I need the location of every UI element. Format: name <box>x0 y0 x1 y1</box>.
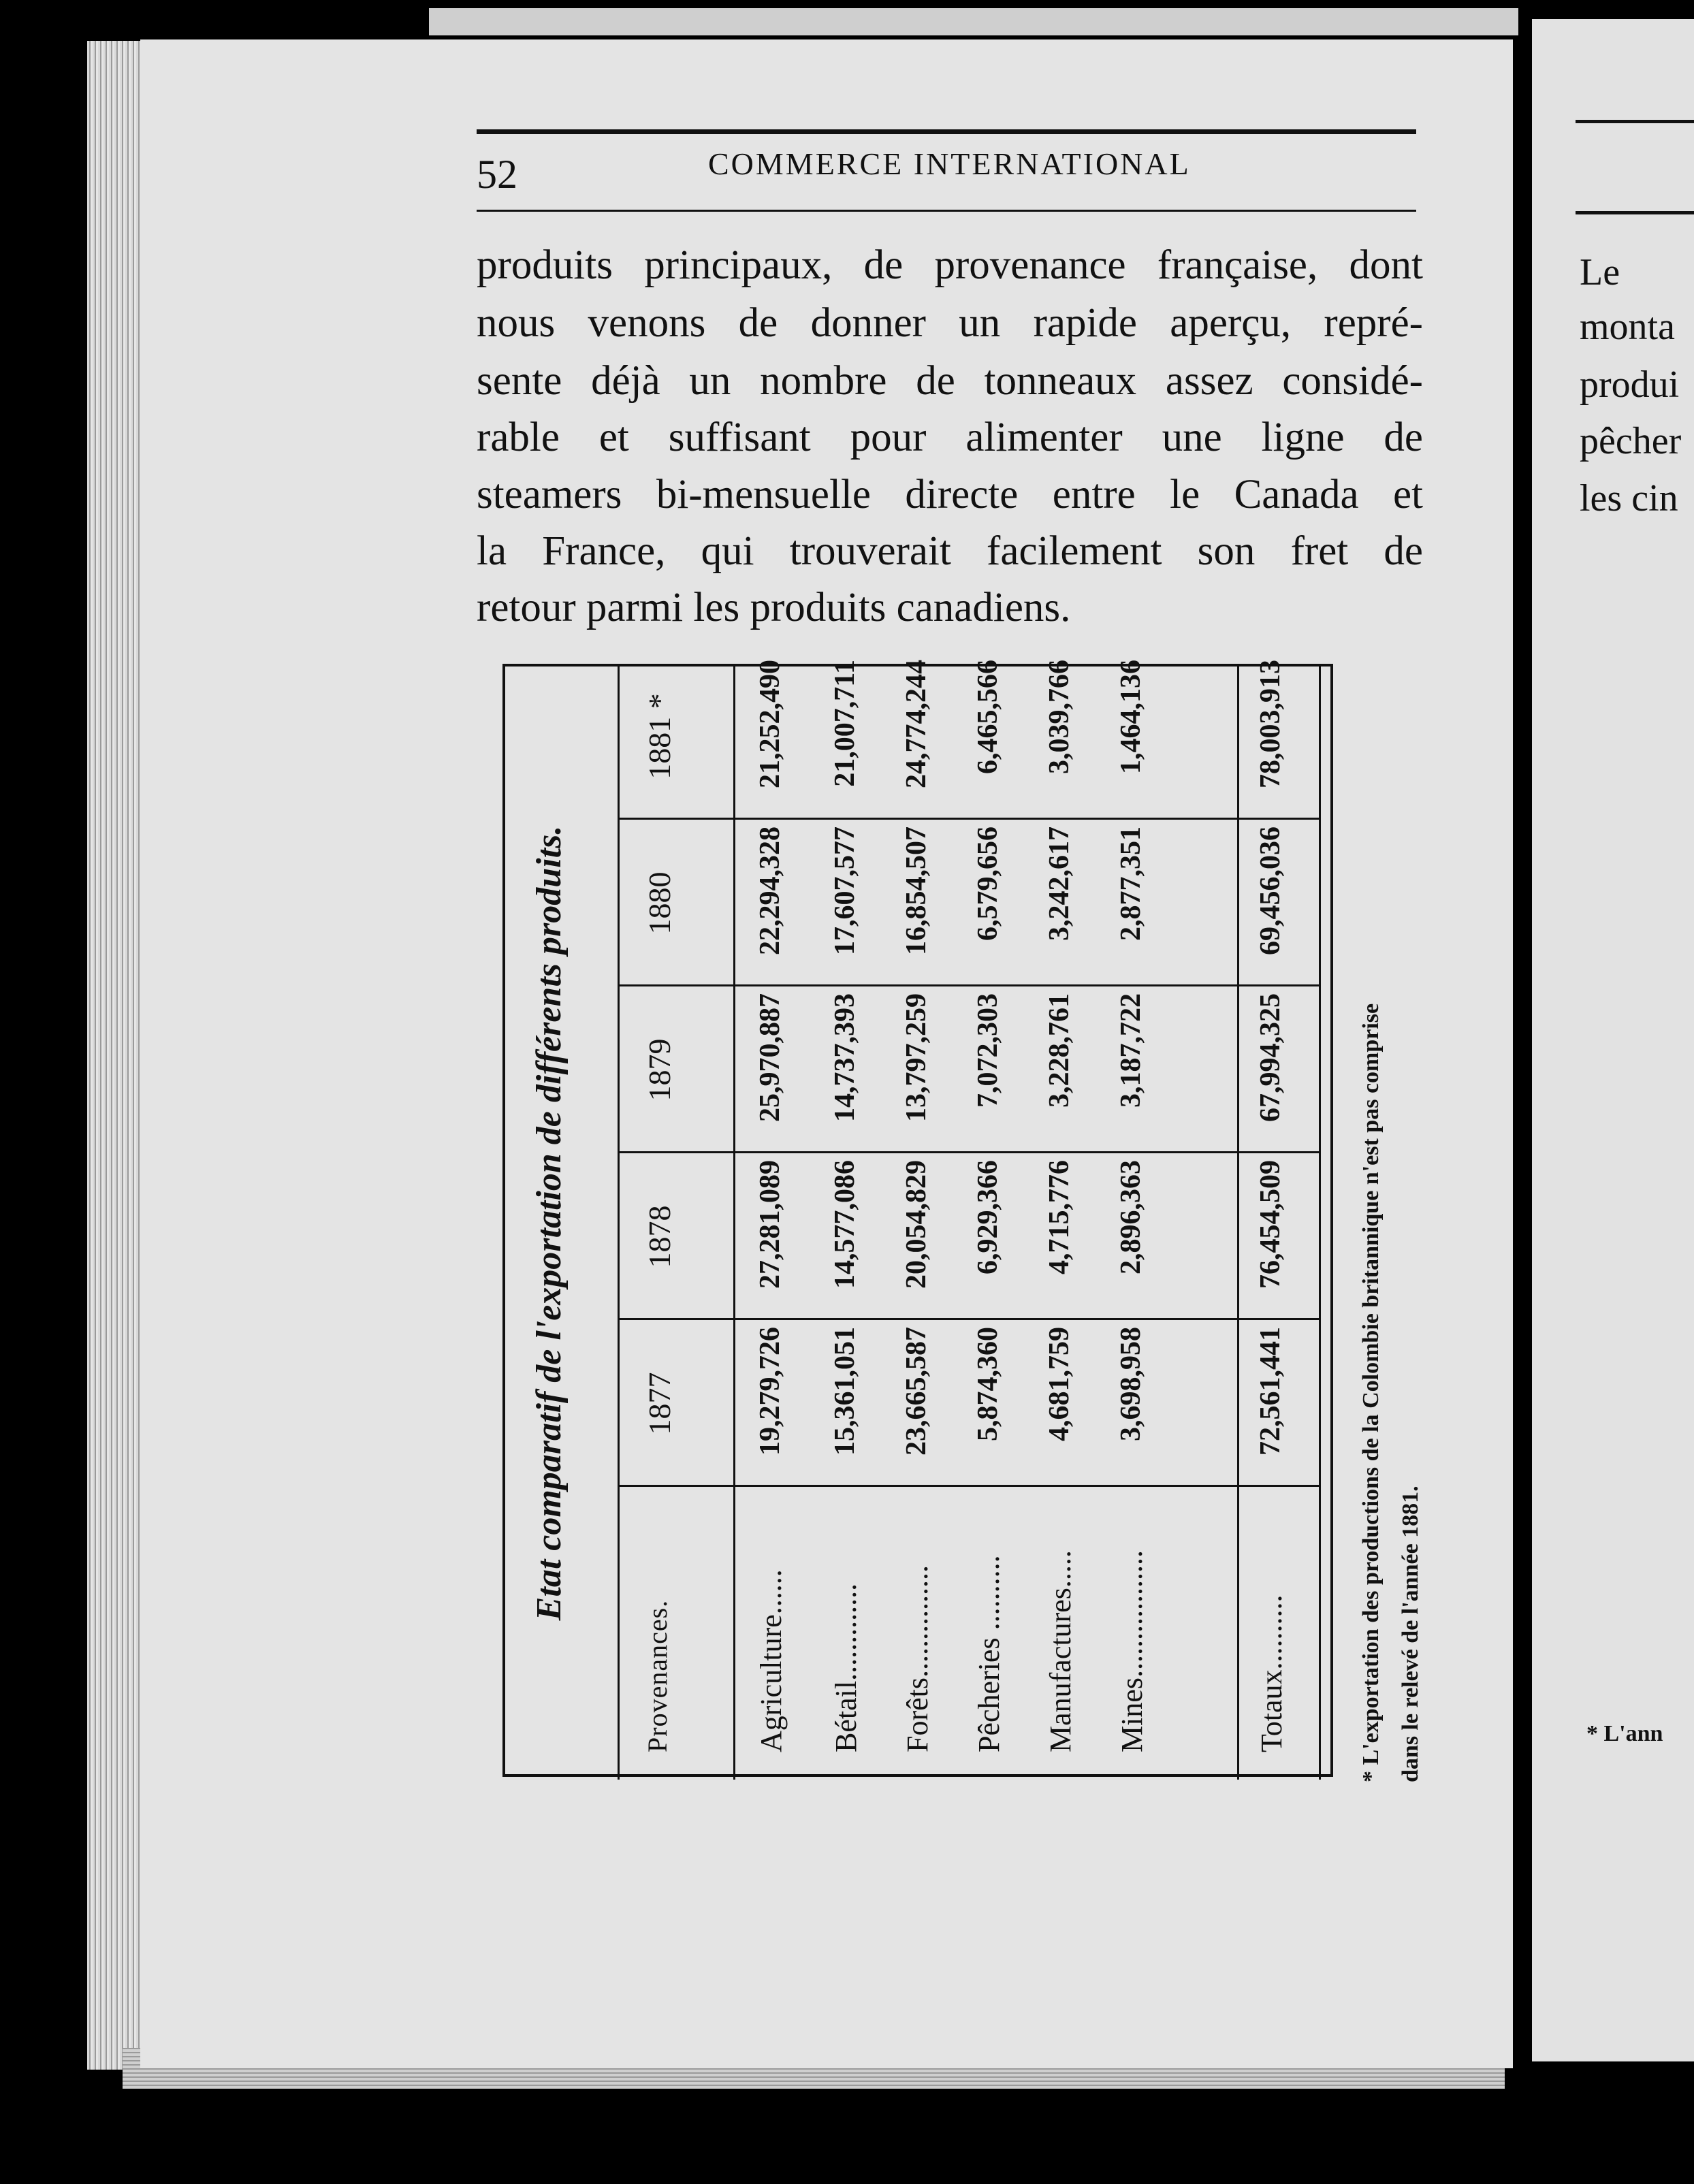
right-page-line: Le <box>1580 251 1620 293</box>
table-cell: 3,242,617 <box>1044 826 1075 941</box>
table-cell: 14,737,393 <box>829 993 861 1122</box>
table-cell: 16,854,507 <box>901 826 932 955</box>
table-rule <box>1319 667 1321 1780</box>
table-cell: 6,465,566 <box>972 660 1004 774</box>
row-label-mines: Mines................. <box>1115 1550 1149 1752</box>
paragraph-line: nous venons de donner un rapide aperçu, repré- <box>477 300 1423 346</box>
total-cell: 69,456,036 <box>1255 826 1286 955</box>
row-label-betail: Bétail............. <box>829 1583 863 1752</box>
column-header-1879: 1879 <box>642 1038 677 1102</box>
page-number: 52 <box>477 152 517 197</box>
table-cell: 22,294,328 <box>754 826 786 955</box>
running-title: COMMERCE INTERNATIONAL <box>708 146 1191 181</box>
table-cell: 24,774,244 <box>901 660 932 788</box>
table-rule <box>618 667 620 1780</box>
footnote-rotated <box>1352 652 1447 1782</box>
total-cell: 72,561,441 <box>1255 1327 1286 1456</box>
table-cell: 3,698,958 <box>1115 1327 1147 1441</box>
table-cell: 1,464,136 <box>1115 660 1147 774</box>
table-cell: 6,929,366 <box>972 1160 1004 1274</box>
table-cell: 19,279,726 <box>754 1327 786 1456</box>
table-cell: 5,874,360 <box>972 1327 1004 1441</box>
table-cell: 2,877,351 <box>1115 826 1147 941</box>
table-cell: 17,607,577 <box>829 826 861 955</box>
table-cell: 15,361,051 <box>829 1327 861 1456</box>
table-rule <box>618 1318 1319 1320</box>
table-rule <box>618 1151 1319 1153</box>
paragraph-line: rable et suffisant pour alimenter une ligne de <box>477 415 1423 460</box>
total-cell: 67,994,325 <box>1255 993 1286 1122</box>
table-rule <box>618 818 1319 820</box>
paragraph-line: la France, qui trouverait facilement son fret de <box>477 528 1423 574</box>
footnote-line: * L'exportation des productions de la Colombie britannique n'est pas comprise <box>1358 1003 1384 1782</box>
paragraph-line: steamers bi-mensuelle directe entre le Canada et <box>477 472 1423 517</box>
total-cell: 78,003,913 <box>1255 660 1286 788</box>
footnote-line: dans le relevé de l'année 1881. <box>1398 1486 1423 1782</box>
right-page-rule <box>1576 120 1694 123</box>
row-label-forets: Forêts............... <box>901 1565 934 1752</box>
header-rule-top <box>477 129 1416 134</box>
table-cell: 6,579,656 <box>972 826 1004 941</box>
table-rule <box>618 1485 1319 1487</box>
right-page-line: produi <box>1580 364 1680 406</box>
row-label-pecheries: Pêcheries .......... <box>972 1555 1006 1752</box>
column-header-1881: 1881 * <box>642 693 677 780</box>
column-header-1877: 1877 <box>642 1372 677 1435</box>
paragraph-line: retour parmi les produits canadiens. <box>477 585 1071 630</box>
table-cell: 20,054,829 <box>901 1160 932 1289</box>
column-header-1880: 1880 <box>642 871 677 935</box>
table-rule <box>733 667 735 1780</box>
right-page-footnote: * L'ann <box>1586 1721 1663 1746</box>
paragraph-line: produits principaux, de provenance française, dont <box>477 242 1423 288</box>
table-rotated-content <box>505 660 1336 1780</box>
table-cell: 3,228,761 <box>1044 993 1075 1108</box>
table-rule <box>1237 667 1239 1780</box>
table-cell: 3,187,722 <box>1115 993 1147 1108</box>
right-page-line: les cin <box>1580 477 1678 519</box>
right-page-line: pêcher <box>1580 420 1682 462</box>
page-top-edge <box>429 8 1518 35</box>
paragraph-line: sente déjà un nombre de tonneaux assez considé- <box>477 358 1423 404</box>
total-cell: 76,454,509 <box>1255 1160 1286 1289</box>
right-page-line: monta <box>1580 306 1675 348</box>
table-cell: 21,007,711 <box>829 660 861 787</box>
table-footnote <box>1352 652 1447 1782</box>
column-header-1878: 1878 <box>642 1205 677 1268</box>
right-page <box>1532 19 1694 2061</box>
table-cell: 4,681,759 <box>1044 1327 1075 1441</box>
table-cell: 25,970,887 <box>754 993 786 1122</box>
table-cell: 4,715,776 <box>1044 1160 1075 1274</box>
header-rule-bottom <box>477 210 1416 212</box>
table-cell: 27,281,089 <box>754 1160 786 1289</box>
table-cell: 3,039,766 <box>1044 660 1075 774</box>
right-page-rule <box>1576 211 1694 214</box>
table-title: Etat comparatif de l'exportation de différents produits. <box>530 825 569 1621</box>
table-cell: 23,665,587 <box>901 1327 932 1456</box>
table-cell: 14,577,086 <box>829 1160 861 1289</box>
row-label-manufactures: Manufactures..... <box>1044 1550 1077 1752</box>
table-cell: 7,072,303 <box>972 993 1004 1108</box>
table-cell: 13,797,259 <box>901 993 932 1122</box>
table-cell: 2,896,363 <box>1115 1160 1147 1274</box>
row-label-agriculture: Agriculture...... <box>754 1569 788 1752</box>
export-table <box>502 660 1333 1777</box>
table-rule <box>618 984 1319 986</box>
column-header-provenances: Provenances. <box>642 1599 673 1752</box>
row-label-totaux: Totaux.......... <box>1255 1594 1288 1752</box>
table-cell: 21,252,490 <box>754 660 786 788</box>
